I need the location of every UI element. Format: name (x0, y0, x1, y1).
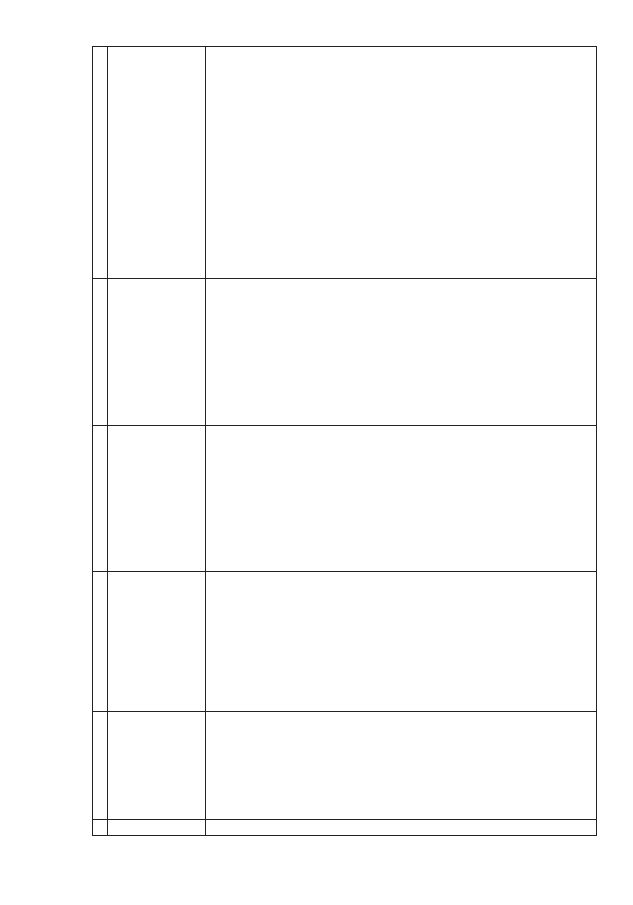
cell-station (206, 572, 597, 712)
header-cell-5 (93, 279, 108, 426)
header-row (93, 47, 108, 836)
header-cell-2 (93, 712, 108, 820)
data-row (206, 47, 597, 836)
cont-cell-4 (108, 426, 206, 572)
header-cell-4 (93, 426, 108, 572)
rotated-table-frame (92, 47, 597, 836)
cont-cell-2 (108, 712, 206, 820)
cont-cell-6 (108, 47, 206, 279)
cont-cell-5 (108, 279, 206, 426)
header-cell-1 (93, 820, 108, 836)
cell-address (206, 426, 597, 572)
row-number (206, 820, 597, 836)
header-cell-6 (93, 47, 108, 279)
header-cell-3 (93, 572, 108, 712)
cell-city (206, 712, 597, 820)
route-table (92, 46, 597, 836)
cont-cell-1 (108, 820, 206, 836)
cont-cell-3 (108, 572, 206, 712)
cell-routes (206, 47, 597, 279)
continuation-row (108, 47, 206, 836)
cell-regions (206, 279, 597, 426)
